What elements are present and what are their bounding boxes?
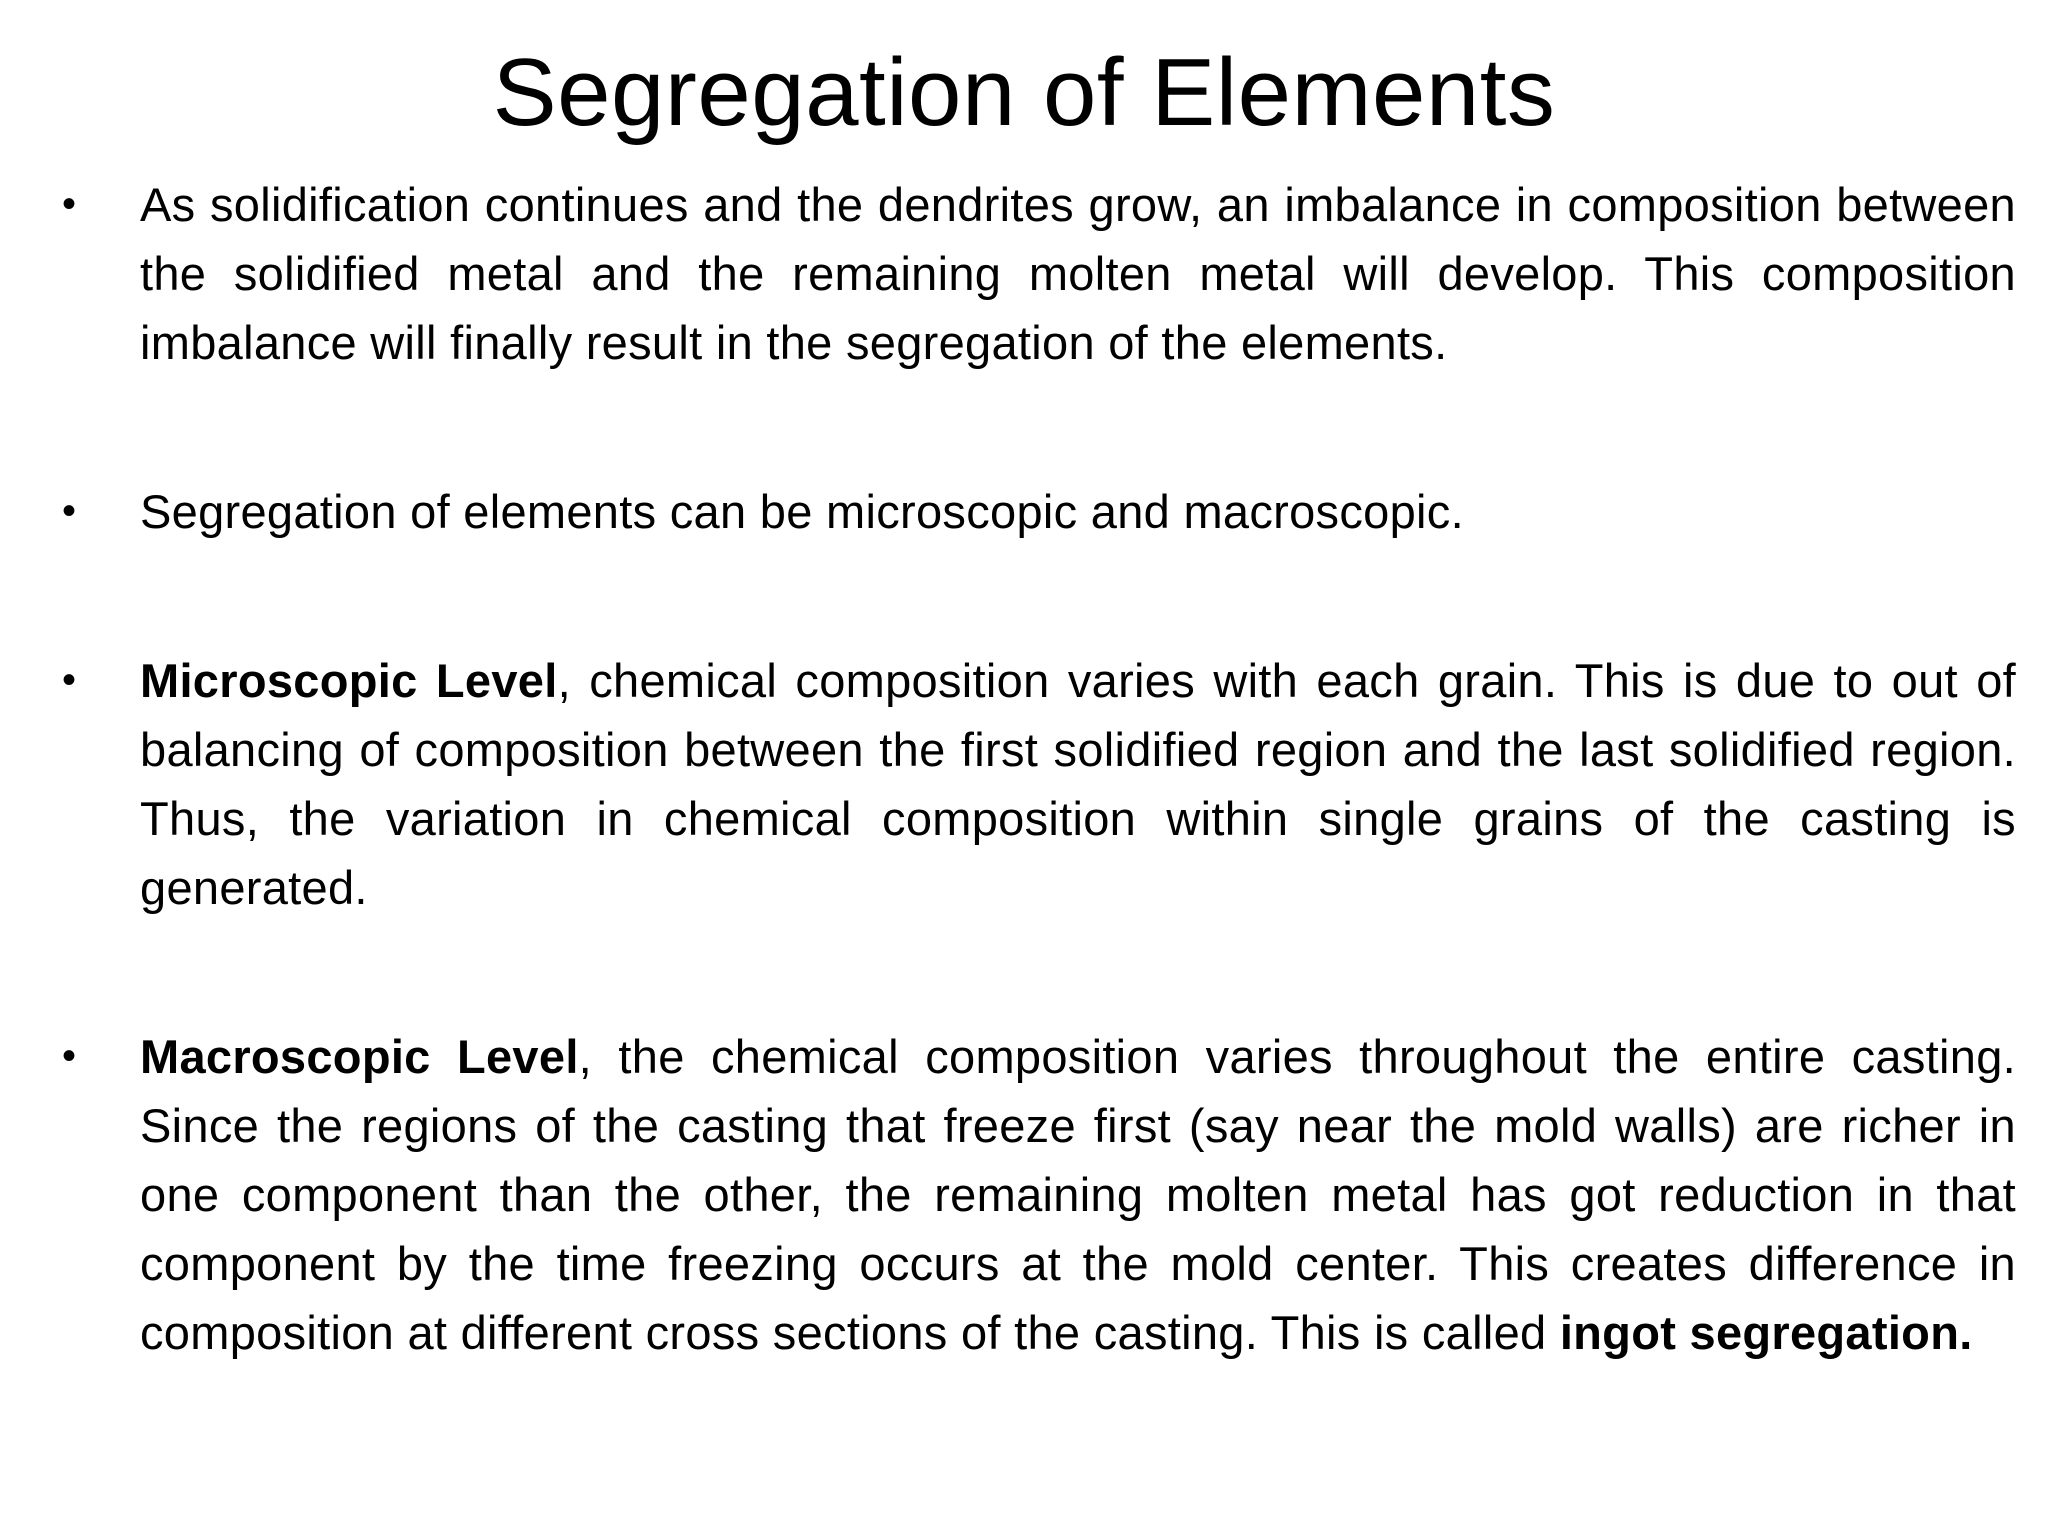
bullet-text <box>140 1022 2016 1367</box>
bullet-lead: Macroscopic Level <box>140 1030 579 1083</box>
bullet-body: , the chemical composition varies throughout the entire casting. Since the regions of the casting that freeze first (say near the mold walls) are richer in one component than the other, the remaining molten metal has got reduction in that component by the time freezing occurs at the mold center. This creates difference in composition at different cross sections of the casting. This is called <box>140 1030 2016 1359</box>
spacer <box>56 546 2016 646</box>
bullet-item-2 <box>56 477 2016 546</box>
spacer <box>56 922 2016 1022</box>
bullet-icon: • <box>62 1034 77 1078</box>
bullet-item-4 <box>56 1022 2016 1367</box>
bullet-body: , chemical composition varies with each grain. This is due to out of balancing of composition between the first solidified region and the last solidified region. Thus, the variation in chemical composition within single grains of the casting is generated. <box>140 654 2016 914</box>
bullet-icon: • <box>62 182 77 226</box>
bullet-body: Segregation of elements can be microscopic and macroscopic. <box>140 485 1464 538</box>
spacer <box>56 377 2016 477</box>
bullet-text <box>140 477 2016 546</box>
bullet-lead: Microscopic Level <box>140 654 558 707</box>
bullet-item-1 <box>56 170 2016 377</box>
bullet-icon: • <box>62 658 77 702</box>
bullet-icon: • <box>62 489 77 533</box>
bullet-text <box>140 170 2016 377</box>
bullet-item-3 <box>56 646 2016 922</box>
bullet-body: As solidification continues and the dendrites grow, an imbalance in composition between the solidified metal and the remaining molten metal will develop. This composition imbalance will finally result in the segregation of the elements. <box>140 178 2016 369</box>
bullet-text <box>140 646 2016 922</box>
bullet-tail: ingot segregation. <box>1559 1306 1973 1359</box>
slide-title: Segregation of Elements <box>492 39 1556 146</box>
bullet-list <box>56 170 2016 1367</box>
